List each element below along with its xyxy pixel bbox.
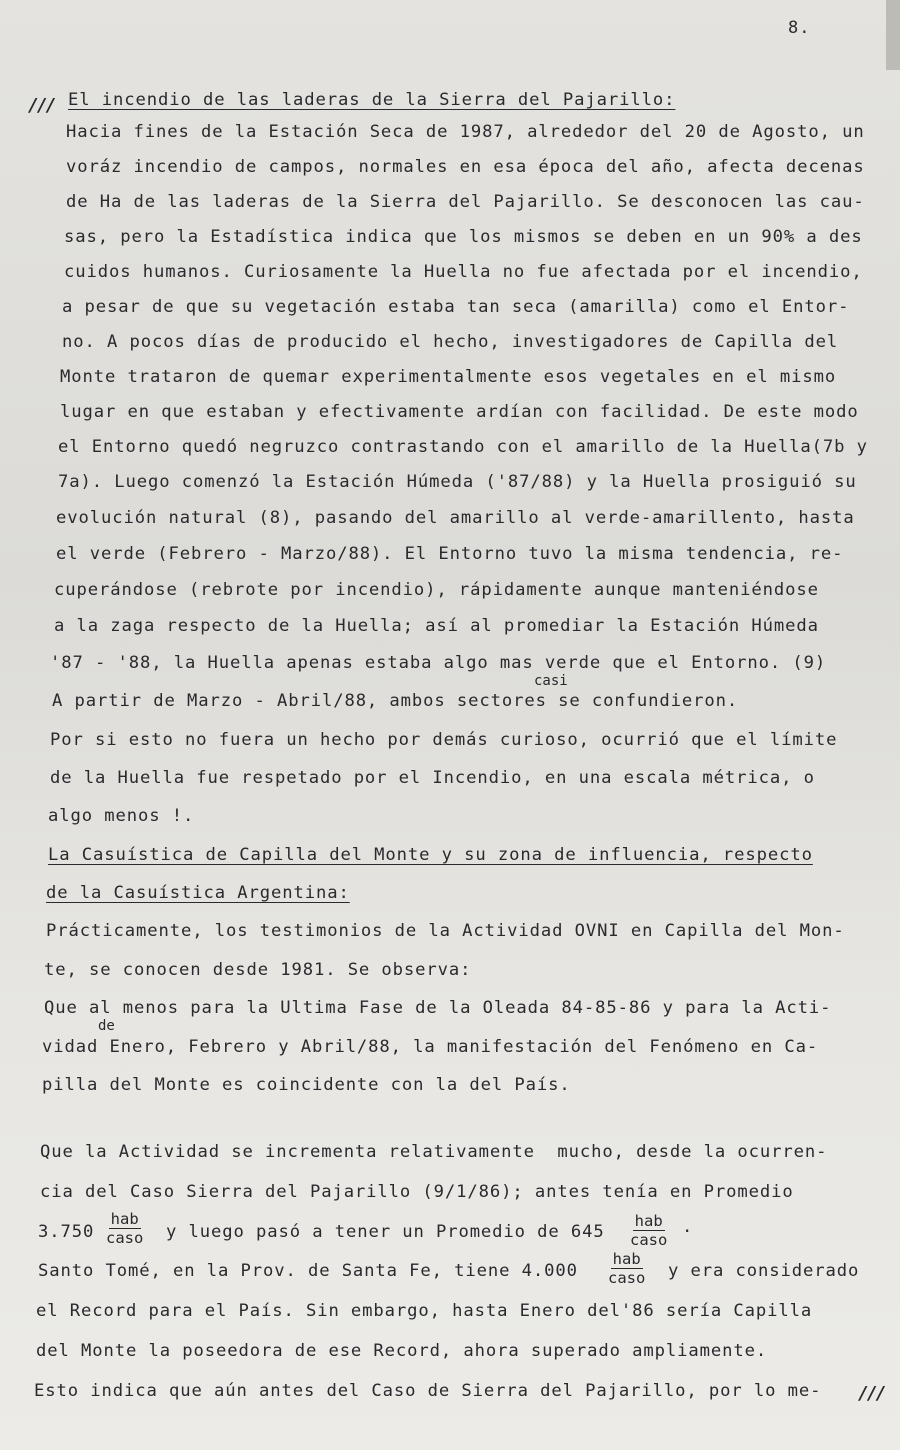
section-heading-fire: El incendio de las laderas de la Sierra del Pajarillo: xyxy=(68,90,676,110)
page-number: 8. xyxy=(788,18,811,38)
fraction-denominator: caso xyxy=(608,1269,646,1287)
text-line: cuidos humanos. Curiosamente la Huella no fue afectada por el incendio, xyxy=(64,262,863,282)
text-line: a la zaga respecto de la Huella; así al promediar la Estación Húmeda xyxy=(54,616,819,636)
continuation-mark-start: /// xyxy=(28,95,55,116)
text-line: de Ha de las laderas de la Sierra del Pajarillo. Se desconocen las cau- xyxy=(66,192,865,212)
fraction-denominator: caso xyxy=(630,1231,668,1249)
text-line: Hacia fines de la Estación Seca de 1987, alrededor del 20 de Agosto, un xyxy=(66,122,865,142)
text-line: el Entorno quedó negruzco contrastando con el amarillo de la Huella(7b y xyxy=(58,437,868,457)
handwritten-insert-de: de xyxy=(98,1018,115,1034)
fraction-hab-caso xyxy=(606,1250,647,1287)
text-line: del Monte la poseedora de ese Record, ahora superado ampliamente. xyxy=(36,1341,768,1361)
text-line: evolución natural (8), pasando del amarillo al verde-amarillento, hasta xyxy=(56,508,855,528)
text-line: '87 - '88, la Huella apenas estaba algo mas verde que el Entorno. (9) xyxy=(50,653,827,673)
text-line: pilla del Monte es coincidente con la del País. xyxy=(42,1075,571,1095)
handwritten-insert-casi: casi xyxy=(534,673,568,689)
section-heading-casuistica: La Casuística de Capilla del Monte y su zona de influencia, respecto xyxy=(48,845,813,865)
text-line: 7a). Luego comenzó la Estación Húmeda ('87/88) y la Huella prosiguió su xyxy=(58,472,857,492)
text-line: y luego pasó a tener un Promedio de 645 xyxy=(166,1222,605,1242)
text-line: Esto indica que aún antes del Caso de Sierra del Pajarillo, por lo me- xyxy=(34,1381,822,1401)
fraction-numerator: hab xyxy=(110,1210,139,1228)
text-line: el Record para el País. Sin embargo, hasta Enero del'86 sería Capilla xyxy=(36,1301,813,1321)
underlying-page-edge xyxy=(886,0,900,70)
text-line: cuperándose (rebrote por incendio), rápidamente aunque manteniéndose xyxy=(54,580,819,600)
text-line: Que al menos para la Ultima Fase de la Oleada 84-85-86 y para la Acti- xyxy=(44,998,832,1018)
text-line: Que la Actividad se incrementa relativamente mucho, desde la ocurren- xyxy=(40,1142,828,1162)
text-line: a pesar de que su vegetación estaba tan seca (amarilla) como el Entor- xyxy=(62,297,850,317)
continuation-mark-end: /// xyxy=(858,1383,885,1404)
text-line: el verde (Febrero - Marzo/88). El Entorno tuvo la misma tendencia, re- xyxy=(56,544,844,564)
text-line: A partir de Marzo - Abril/88, ambos sectores se confundieron. xyxy=(52,691,739,711)
text-line: vidad Enero, Febrero y Abril/88, la manifestación del Fenómeno en Ca- xyxy=(42,1037,819,1057)
text-line: Por si esto no fuera un hecho por demás curioso, ocurrió que el límite xyxy=(50,730,838,750)
text-line: de la Huella fue respetado por el Incendio, en una escala métrica, o xyxy=(50,768,815,788)
text-line: Prácticamente, los testimonios de la Actividad OVNI en Capilla del Mon- xyxy=(46,921,845,941)
fraction-hab-caso xyxy=(104,1210,145,1247)
text-line: no. A pocos días de producido el hecho, investigadores de Capilla del xyxy=(62,332,839,352)
sentence-period: . xyxy=(682,1217,694,1237)
fraction-denominator: caso xyxy=(106,1229,144,1247)
text-line: Monte trataron de quemar experimentalmente esos vegetales en el mismo xyxy=(60,367,837,387)
text-line: algo menos !. xyxy=(48,806,195,826)
fraction-numerator: hab xyxy=(634,1212,663,1230)
text-line: voráz incendio de campos, normales en esa época del año, afecta decenas xyxy=(66,157,865,177)
text-line: y era considerado xyxy=(668,1261,860,1281)
text-line: lugar en que estaban y efectivamente ardían con facilidad. De este modo xyxy=(60,402,859,422)
text-line: Santo Tomé, en la Prov. de Santa Fe, tiene 4.000 xyxy=(38,1261,578,1281)
average-value-before: 3.750 xyxy=(38,1222,95,1242)
section-heading-casuistica-cont: de la Casuística Argentina: xyxy=(46,883,350,903)
text-line: te, se conocen desde 1981. Se observa: xyxy=(44,960,472,980)
fraction-numerator: hab xyxy=(612,1250,641,1268)
fraction-hab-caso xyxy=(628,1212,669,1249)
text-line: cia del Caso Sierra del Pajarillo (9/1/86); antes tenía en Promedio xyxy=(40,1182,794,1202)
text-line: sas, pero la Estadística indica que los mismos se deben en un 90% a des xyxy=(64,227,863,247)
